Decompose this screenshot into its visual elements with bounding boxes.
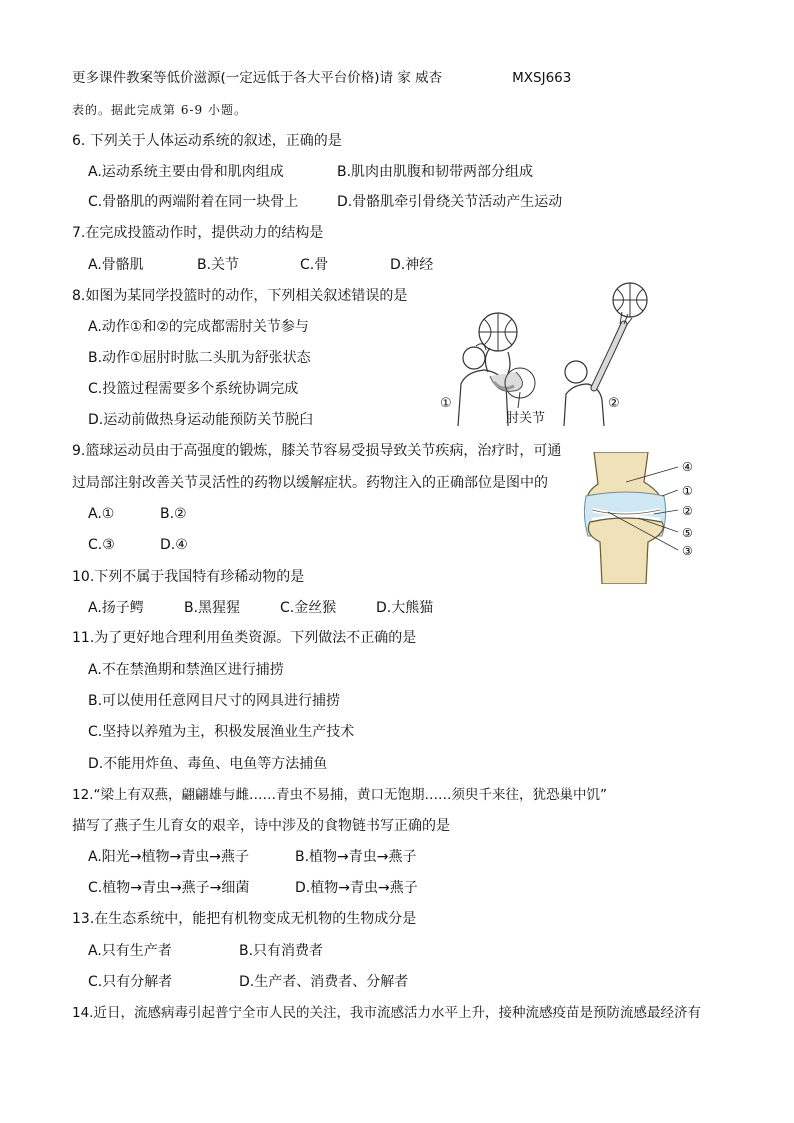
q9-stem-line1: 9.篮球运动员由于高强度的锻炼，膝关节容易受损导致关节疾病，治疗时，可通 [72,443,562,459]
q10-option-a: A.扬子鳄 [88,600,144,616]
q6-option-d: D.骨骼肌牵引骨绕关节活动产生运动 [337,194,563,210]
q9-options-row1 [88,504,187,524]
knee-label-1: ① [682,484,693,498]
header-line [72,68,571,88]
knee-joint-drawing [584,452,665,584]
q12-options-row2 [88,878,418,898]
q13-option-b: B.只有消费者 [239,943,324,959]
knee-label-2: ② [682,504,693,518]
q12-stem-line1: 12.“梁上有双燕，翩翩雄与雌……青虫不易捕，黄口无饱期……须臾千来往，犹恐巢中饥” [72,787,607,803]
q8-option-c: C.投篮过程需要多个系统协调完成 [88,381,299,397]
q9-option-d: D.④ [160,537,188,553]
q13-options-row2 [88,972,408,992]
q13-option-a: A.只有生产者 [88,943,172,959]
q6-option-a: A.运动系统主要由骨和肌肉组成 [88,164,284,180]
q11-stem: 11.为了更好地合理利用鱼类资源。下列做法不正确的是 [72,630,417,646]
q10-stem: 10.下列不属于我国特有珍稀动物的是 [72,569,305,585]
header-code: MXSJ663 [512,70,572,86]
header-text: 更多课件教案等低价滋源(一定远低于各大平台价格)请 家 威杏 [72,70,443,86]
knee-label-5: ⑤ [682,526,693,540]
q6-stem: 6. 下列关于人体运动系统的叙述，正确的是 [72,133,342,149]
q10-option-d: D.大熊猫 [376,600,434,616]
q7-option-b: B.关节 [197,257,240,273]
q11-option-b: B.可以使用任意网目尺寸的网具进行捕捞 [88,693,341,709]
elbow-pointer-line [518,392,520,408]
q7-option-a: A.骨骼肌 [88,257,144,273]
q7-stem: 7.在完成投篮动作时，提供动力的结构是 [72,225,324,241]
q13-option-d: D.生产者、消费者、分解者 [239,974,409,990]
q8-option-d: D.运动前做热身运动能预防关节脱臼 [88,412,314,428]
q12-stem-line2: 描写了燕子生儿育女的艰辛，诗中涉及的食物链书写正确的是 [72,818,450,834]
q8-option-a: A.动作①和②的完成都需肘关节参与 [88,319,309,335]
figure-label-one: ① [440,396,452,411]
elbow-joint-label: 肘关节 [506,411,546,426]
q10-option-b: B.黑猩猩 [184,600,241,616]
q12-option-a: A.阳光→植物→青虫→燕子 [88,849,249,865]
q14-stem: 14.近日，流感病毒引起普宁全市人民的关注，我市流感活力水平上升，接种流感疫苗是预防流感最经济有 [72,1005,701,1021]
player-two [564,312,632,426]
q8-option-b: B.动作①屈肘时肱二头肌为舒张状态 [88,350,311,366]
q7-option-d: D.神经 [390,257,434,273]
q12-option-d: D.植物→青虫→燕子 [295,880,418,896]
q6-option-b: B.肌肉由肌腹和韧带两部分组成 [337,164,534,180]
knee-label-4: ④ [682,460,693,474]
q9-option-c: C.③ [88,537,115,553]
basketball-ball-two [613,283,647,317]
knee-joint-figure [578,452,708,584]
q9-options-row2 [88,535,188,555]
q13-stem: 13.在生态系统中，能把有机物变成无机物的生物成分是 [72,911,417,927]
q13-options-row1 [88,941,323,961]
q6-options-row1 [88,162,533,182]
q10-options-row [88,598,433,618]
q11-option-d: D.不能用炸鱼、毒鱼、电鱼等方法捕鱼 [88,756,328,772]
q12-option-c: C.植物→青虫→燕子→细菌 [88,880,250,896]
figure-label-two: ② [608,396,620,411]
q6-option-c: C.骨骼肌的两端附着在同一块骨上 [88,194,299,210]
basketball-shooting-figure [436,280,656,430]
q13-option-c: C.只有分解者 [88,974,173,990]
q10-option-c: C.金丝猴 [280,600,337,616]
q11-option-a: A.不在禁渔期和禁渔区进行捕捞 [88,662,284,678]
knee-label-3: ③ [682,544,693,558]
q11-option-c: C.坚持以养殖为主，积极发展渔业生产技术 [88,724,355,740]
q7-option-c: C.骨 [300,257,329,273]
q9-stem-line2: 过局部注射改善关节灵活性的药物以缓解症状。药物注入的正确部位是图中的 [72,475,548,491]
q6-options-row2 [88,192,562,212]
q9-option-b: B.② [160,506,187,522]
q8-stem: 8.如图为某同学投篮时的动作，下列相关叙述错误的是 [72,288,408,304]
q7-options-row [88,255,433,275]
q9-option-a: A.① [88,506,115,522]
q12-option-b: B.植物→青虫→燕子 [295,849,417,865]
intro-line: 表的。据此完成第 6-9 小题。 [72,103,247,117]
q12-options-row1 [88,847,417,867]
